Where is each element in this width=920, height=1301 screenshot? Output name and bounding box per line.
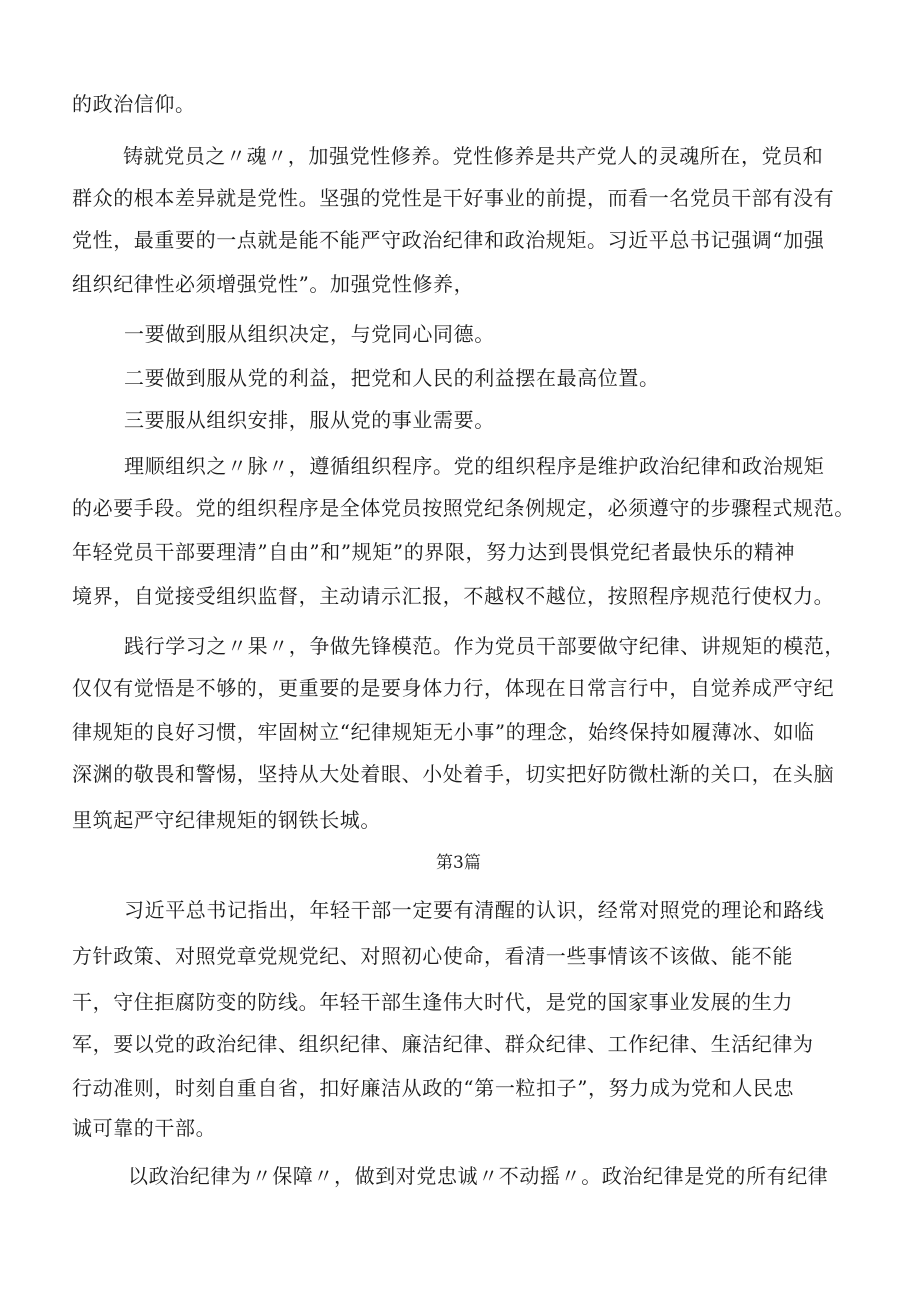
text-line: 年轻党员干部要理清”自由”和”规矩”的界限，努力达到畏惧党纪者最快乐的精神: [72, 540, 796, 564]
text-line: 方针政策、对照党章党规党纪、对照初心使命，看清一些事情该不该做、能不能: [72, 944, 793, 968]
text-line: 的政治信仰。: [72, 92, 196, 116]
text-line: 里筑起严守纪律规矩的钢铁长城。: [72, 808, 381, 832]
list-item-2: 二要做到服从党的利益，把党和人民的利益摆在最高位置。: [124, 366, 660, 390]
text-line: 组织纪律性必须增强党性”。加强党性修养，: [72, 272, 475, 296]
text-line: 深渊的敬畏和警惕，坚持从大处着眼、小处着手，切实把好防微杜渐的关口，在头脑: [72, 762, 835, 786]
text-line: 境界，自觉接受组织监督，主动请示汇报，不越权不越位，按照程序规范行使权力。: [72, 584, 835, 608]
text-line: 干，守住拒腐防变的防线。年轻干部生逢伟大时代，是党的国家事业发展的生力: [72, 990, 793, 1014]
paragraph-first-line: 践行学习之〃果〃，争做先锋模范。作为党员干部要做守纪律、讲规矩的模范，: [124, 634, 845, 658]
list-item-3: 三要服从组织安排，服从党的事业需要。: [124, 408, 495, 432]
section-heading: 第3篇: [436, 853, 481, 873]
paragraph-first-line: 理顺组织之〃脉〃，遵循组织程序。党的组织程序是维护政治纪律和政治规矩: [124, 454, 825, 478]
text-line: 仅仅有觉悟是不够的，更重要的是要身体力行，体现在日常言行中，自觉养成严守纪: [72, 676, 835, 700]
text-line: 群众的根本差异就是党性。坚强的党性是干好事业的前提，而看一名党员干部有没有: [72, 186, 835, 210]
text-line: 的必要手段。党的组织程序是全体党员按照党纪条例规定，必须遵守的步骤程式规范。: [72, 496, 855, 520]
paragraph-first-line: 以政治纪律为〃保障〃，做到对党忠诚〃不动摇〃。政治纪律是党的所有纪律: [128, 1164, 829, 1188]
text-line: 党性，最重要的一点就是能不能严守政治纪律和政治规矩。习近平总书记强调“加强: [72, 228, 825, 252]
paragraph-first-line: 习近平总书记指出，年轻干部一定要有清醒的认识，经常对照党的理论和路线: [124, 898, 825, 922]
text-line: 行动准则，时刻自重自省，扣好廉洁从政的“第一粒扣子”，努力成为党和人民忠: [72, 1076, 795, 1100]
list-item-1: 一要做到服从组织决定，与党同心同德。: [124, 322, 495, 346]
text-line: 律规矩的良好习惯，牢固树立“纪律规矩无小事”的理念，始终保持如履薄冰、如临: [72, 720, 815, 744]
paragraph-first-line: 铸就党员之〃魂〃，加强党性修养。党性修养是共产党人的灵魂所在，党员和: [123, 144, 824, 168]
text-line: 军，要以党的政治纪律、组织纪律、廉洁纪律、群众纪律、工作纪律、生活纪律为: [72, 1032, 814, 1056]
text-line: 诚可靠的干部。: [72, 1116, 217, 1140]
